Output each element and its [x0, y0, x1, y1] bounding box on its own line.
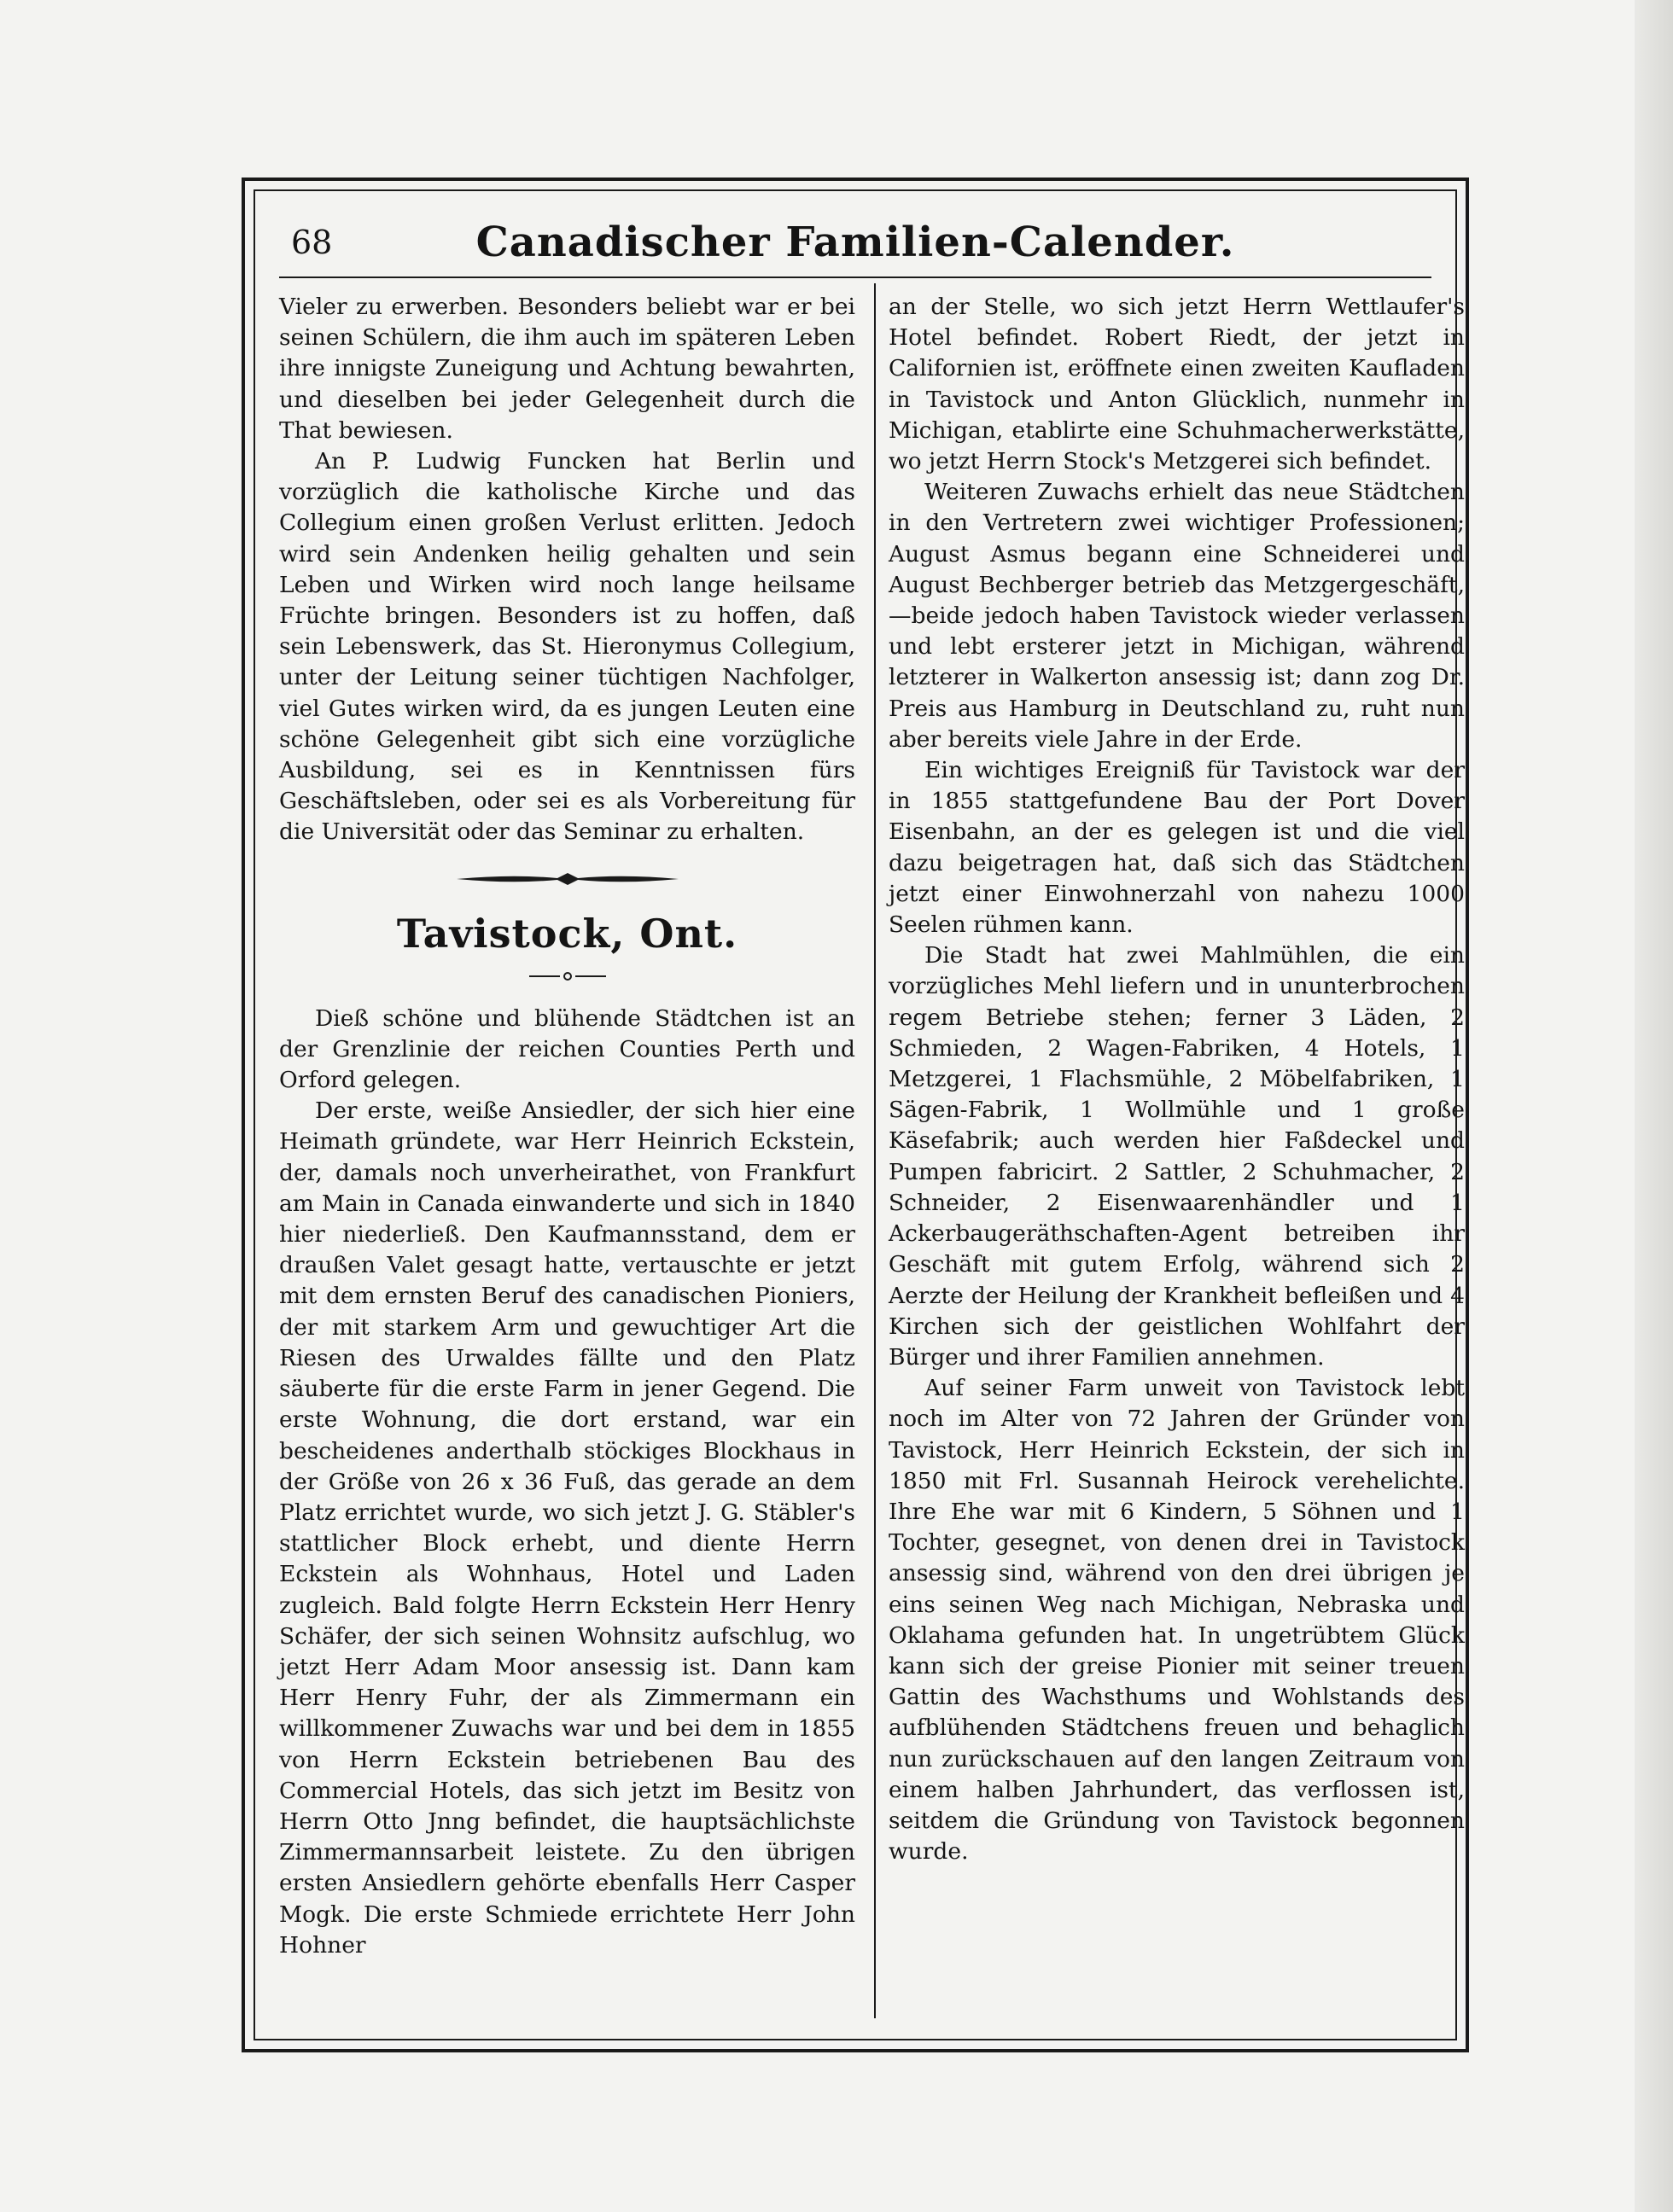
- paragraph: an der Stelle, wo sich jetzt Herrn Wettlaufer's Hotel befindet. Robert Riedt, der jetzt in Californien ist, eröffnete einen zweiten Kaufladen in Tavistock und Anton Glücklich, nunmehr in Michigan, etablirte eine Schuhmacherwerkstätte, wo jetzt Herrn Stock's Metzgerei sich befindet.: [889, 294, 1465, 475]
- section-divider-ornament: [279, 859, 855, 899]
- title-ornament: [279, 959, 855, 993]
- paragraph: Auf seiner Farm unweit von Tavistock lebt noch im Alter von 72 Jahren der Gründer von Tavistock, Herr Heinrich Eckstein, der sich in 1850 mit Frl. Susannah Heirock verehelichte. Ihre Ehe war mit 6 Kindern, 5 Söhnen und 1 Tochter, gesegnet, von denen drei in Tavistock ansessig sind, während von den drei übrigen je eins seinen Weg nach Michigan, Nebraska und Oklahama gefunden hat. In ungetrübtem Glück kann sich der greise Pionier mit seiner treuen Gattin des Wachsthums und Wohlstands des aufblühenden Städtchens freuen und behaglich nun zurückschauen auf den langen Zeitraum von einem halben Jahrhundert, das verflossen ist, seitdem die Gründung von Tavistock begonnen wurde.: [889, 1375, 1465, 1866]
- column-divider: [874, 283, 876, 2018]
- paragraph: Ein wichtiges Ereigniß für Tavistock war der in 1855 stattgefundene Bau der Port Dover Eisenbahn, an der es gelegen ist und die viel dazu beigetragen hat, daß sich das Städtchen jetzt einer Einwohnerzahl von nahezu 1000 Seelen rühmen kann.: [889, 757, 1465, 939]
- paragraph: Vieler zu erwerben. Besonders beliebt war er bei seinen Schülern, die ihm auch im späteren Leben ihre innigste Zuneigung und Achtung bewahrten, und dieselben bei jeder Gelegenheit durch die That bewiesen.: [279, 294, 855, 444]
- ornament-icon: [457, 870, 679, 888]
- paragraph: Der erste, weiße Ansiedler, der sich hier eine Heimath gründete, war Herr Heinrich Eckstein, der, damals noch unverheirathet, von Frankfurt am Main in Canada einwanderte und sich in 1840 hier niederließ. Den Kaufmannsstand, dem er draußen Valet gesagt hatte, vertauschte er jetzt mit dem ernsten Beruf des canadischen Pioniers, der mit starkem Arm und gewuchtiger Art die Riesen des Urwaldes fällte und den Platz säuberte für die erste Farm in jener Gegend. Die erste Wohnung, die dort erstand, war ein bescheidenes anderthalb stöckiges Blockhaus in der Größe von 26 x 36 Fuß, das gerade an dem Platz errichtet wurde, wo sich jetzt J. G. Stäbler's stattlicher Block erhebt, und diente Herrn Eckstein als Wohnhaus, Hotel und Laden zugleich. Bald folgte Herrn Eckstein Herr Henry Schäfer, der sich seinen Wohnsitz aufschlug, wo jetzt Herr Adam Moor ansessig ist. Dann kam Herr Henry Fuhr, der als Zimmermann ein willkommener Zuwachs war und bei dem in 1855 von Herrn Eckstein betriebenen Bau des Commercial Hotels, das sich jetzt im Besitz von Herrn Otto Jnng befindet, die hauptsächlichste Zimmermannsarbeit leistete. Zu den übrigen ersten Ansiedlern gehörte ebenfalls Herr Casper Mogk. Die erste Schmiede errichtete Herr John Hohner: [279, 1097, 855, 1959]
- paragraph: Weiteren Zuwachs erhielt das neue Städtchen in den Vertretern zwei wichtiger Professionen; August Asmus begann eine Schneiderei und August Bechberger betrieb das Metzgergeschäft, —beide jedoch haben Tavistock wieder verlassen und lebt ersterer jetzt in Michigan, während letzterer in Walkerton ansessig ist; dann zog Dr. Preis aus Hamburg in Deutschland zu, ruht nun aber bereits viele Jahre in der Erde.: [889, 479, 1465, 753]
- paragraph: Dieß schöne und blühende Städtchen ist an der Grenzlinie der reichen Counties Perth und Orford gelegen.: [279, 1004, 855, 1094]
- section-title: Tavistock, Ont.: [396, 910, 738, 957]
- header-rule: [279, 276, 1431, 278]
- page-edge-shadow: [1635, 0, 1673, 2212]
- inner-frame-rule: [254, 189, 1465, 2040]
- left-column: [279, 292, 855, 1961]
- paragraph: An P. Ludwig Funcken hat Berlin und vorzüglich die katholische Kirche und das Collegium einen großen Verlust erlitten. Jedoch wird sein Andenken heilig gehalten und sein Leben und Wirken wird noch lange heilsame Früchte bringen. Besonders ist zu hoffen, daß sein Lebenswerk, das St. Hieronymus Collegium, unter der Leitung seiner tüchtigen Nachfolger, viel Gutes wirken wird, da es jungen Leuten eine schöne Gelegenheit gibt sich eine vorzügliche Ausbildung, sei es in Kenntnissen fürs Geschäftsleben, oder sei es als Vorbereitung für die Universität oder das Seminar zu erhalten.: [279, 448, 855, 846]
- running-head: [255, 210, 1455, 270]
- page-frame: [242, 178, 1469, 2052]
- paragraph: Die Stadt hat zwei Mahlmühlen, die ein vorzügliches Mehl liefern und in ununterbrochen regem Betriebe stehen; ferner 3 Läden, 2 Schmieden, 2 Wagen-Fabriken, 4 Hotels, 1 Metzgerei, 1 Flachsmühle, 2 Möbelfabriken, 1 Sägen-Fabrik, 1 Wollmühle und 1 große Käsefabrik; auch werden hier Faßdeckel und Pumpen fabricirt. 2 Sattler, 2 Schuhmacher, 2 Schneider, 2 Eisenwaarenhändler und 1 Ackerbaugeräthschaften-Agent betreiben ihr Geschäft mit gutem Erfolg, während sich 2 Aerzte der Heilung der Krankheit befleißen und 4 Kirchen sich der geistlichen Wohlfahrt der Bürger und ihrer Familien annehmen.: [889, 942, 1465, 1371]
- right-column: [889, 292, 1465, 1867]
- running-title: Canadischer Familien-Calender.: [475, 218, 1235, 266]
- page-number: 68: [291, 224, 333, 261]
- small-ornament-icon: [529, 970, 606, 982]
